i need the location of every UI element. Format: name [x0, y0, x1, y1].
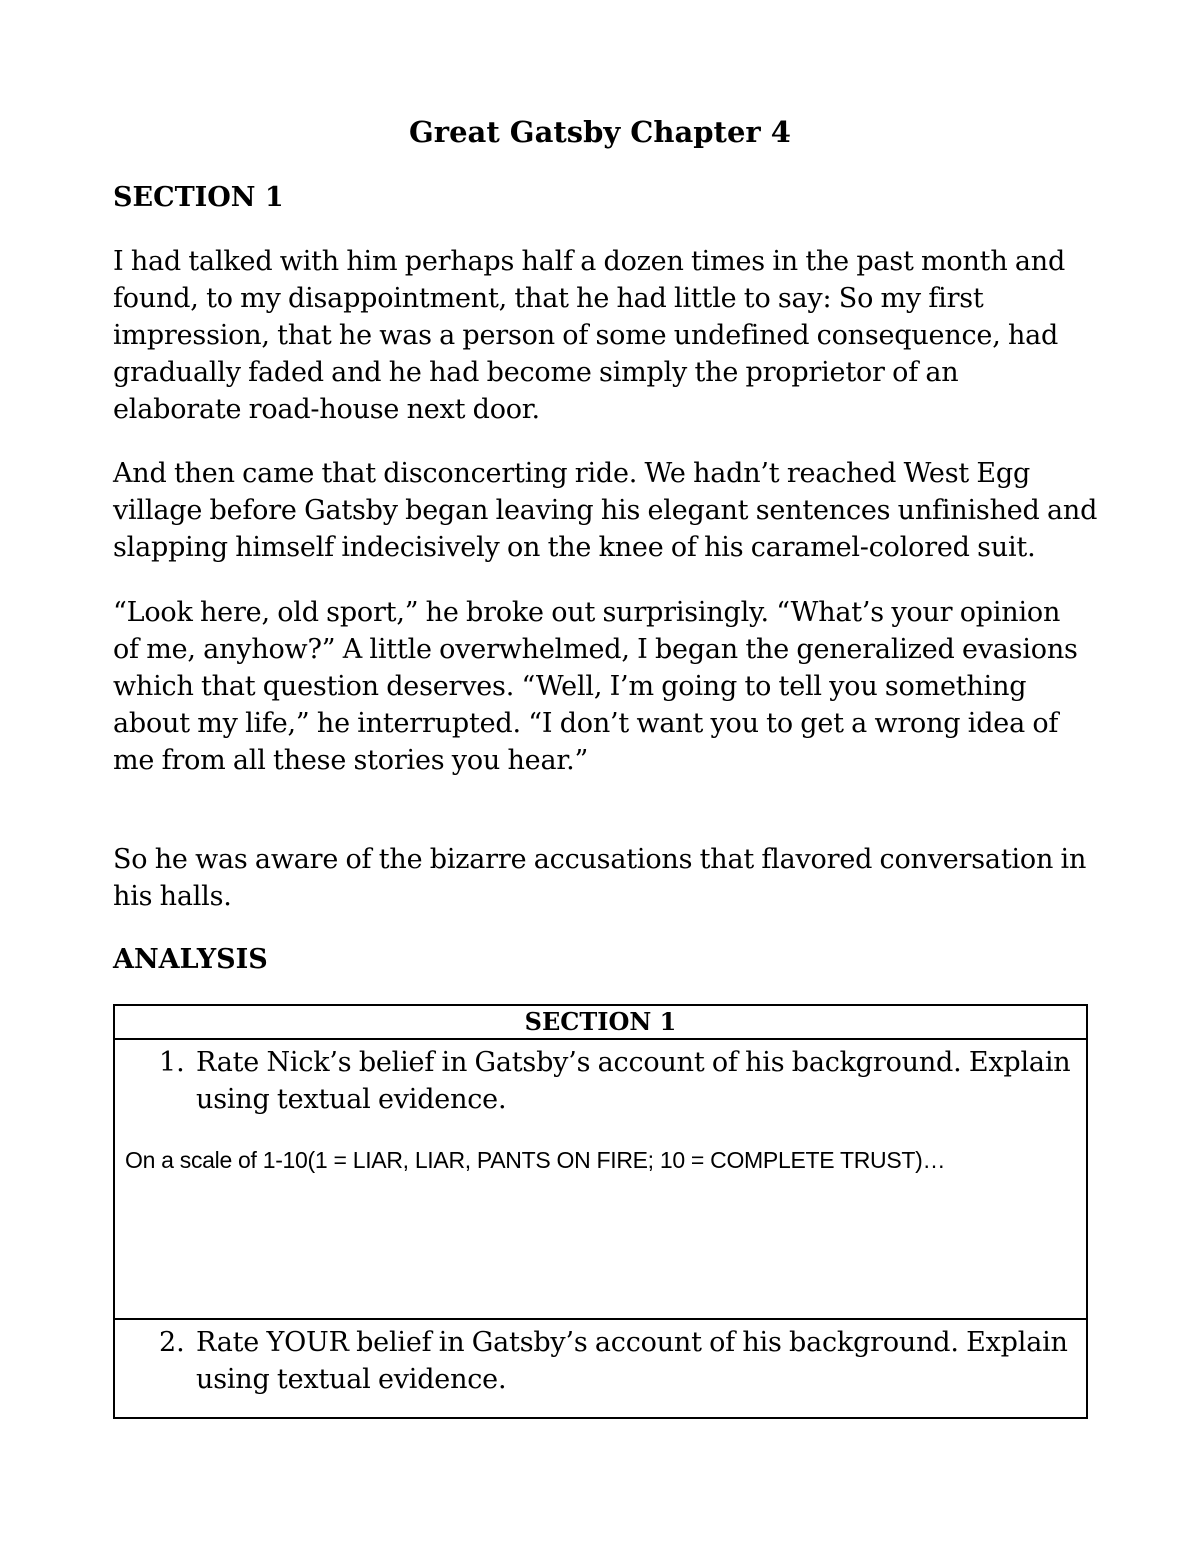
question-number: 2.	[159, 1327, 185, 1358]
question-number: 1.	[159, 1047, 185, 1078]
paragraph-line: his halls.	[113, 881, 232, 912]
question-line: Rate Nick’s belief in Gatsby’s account of his background. Explain	[196, 1047, 1071, 1078]
paragraph-line: “Look here, old sport,” he broke out surprisingly. “What’s your opinion	[113, 597, 1061, 628]
question-2-cell[interactable]	[115, 1320, 1086, 1419]
analysis-table	[113, 1004, 1088, 1419]
question-1-cell[interactable]	[115, 1040, 1086, 1320]
table-header: SECTION 1	[115, 1006, 1086, 1040]
question-line: using textual evidence.	[196, 1364, 507, 1395]
paragraph-line: village before Gatsby began leaving his elegant sentences unfinished and	[113, 495, 1098, 526]
document-title: Great Gatsby Chapter 4	[409, 115, 791, 149]
paragraph-line: which that question deserves. “Well, I’m going to tell you something	[113, 671, 1027, 702]
question-line: using textual evidence.	[196, 1084, 507, 1115]
question-text	[196, 1044, 1076, 1118]
paragraph-line: elaborate road-house next door.	[113, 394, 540, 425]
question-line: Rate YOUR belief in Gatsby’s account of his background. Explain	[196, 1327, 1068, 1358]
paragraph-line: slapping himself indecisively on the knee of his caramel-colored suit.	[113, 532, 1036, 563]
paragraph-line: I had talked with him perhaps half a dozen times in the past month and	[113, 246, 1066, 277]
paragraph-line: And then came that disconcerting ride. We hadn’t reached West Egg	[113, 458, 1031, 489]
paragraph-line: about my life,” he interrupted. “I don’t want you to get a wrong idea of	[113, 708, 1059, 739]
question-text	[196, 1324, 1076, 1398]
paragraph-line: gradually faded and he had become simply the proprietor of an	[113, 357, 959, 388]
paragraph-line: me from all these stories you hear.”	[113, 745, 589, 776]
paragraph-line: impression, that he was a person of some undefined consequence, had	[113, 320, 1059, 351]
paragraph-3	[113, 594, 1093, 779]
rating-scale-note: On a scale of 1-10(1 = LIAR, LIAR, PANTS ON FIRE; 10 = COMPLETE TRUST)…	[125, 1147, 946, 1173]
section-heading: SECTION 1	[113, 182, 284, 213]
paragraph-4	[113, 841, 1093, 915]
paragraph-1	[113, 243, 1093, 428]
analysis-heading: ANALYSIS	[113, 944, 268, 975]
paragraph-line: found, to my disappointment, that he had little to say: So my first	[113, 283, 984, 314]
paragraph-line: So he was aware of the bizarre accusations that flavored conversation in	[113, 844, 1087, 875]
paragraph-line: of me, anyhow?” A little overwhelmed, I began the generalized evasions	[113, 634, 1078, 665]
paragraph-2	[113, 455, 1098, 566]
